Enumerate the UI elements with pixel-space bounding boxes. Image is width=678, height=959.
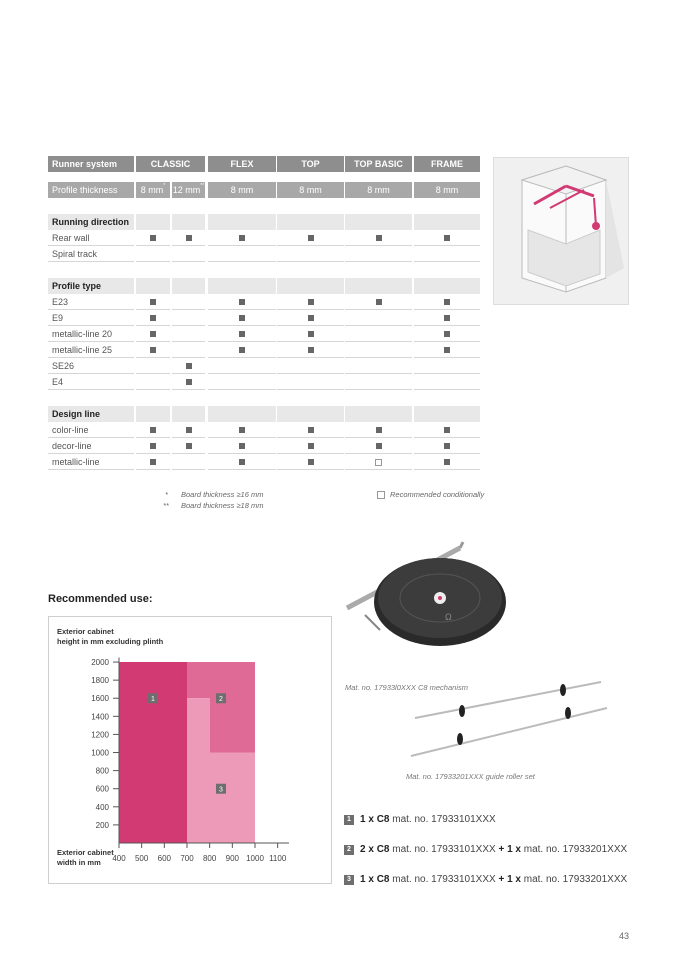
- thickness-value-2: 8 mm: [230, 185, 254, 195]
- region-label: 2: [219, 696, 223, 704]
- y-tick-label: 1200: [91, 730, 109, 740]
- x-tick-label: 800: [202, 854, 217, 863]
- option-mat-no: mat. no. 17933101XXX: [389, 844, 499, 855]
- available-marker-icon: [186, 235, 192, 241]
- region-label: 1: [151, 696, 155, 704]
- chart-ylabel-line2: height in mm excluding plinth: [57, 637, 164, 646]
- section-title: Running direction: [48, 214, 134, 230]
- option-product: C8: [376, 874, 390, 885]
- available-marker-icon: [150, 331, 156, 337]
- option-number-badge: 2: [344, 845, 354, 855]
- available-marker-icon: [150, 443, 156, 449]
- available-marker-icon: [444, 459, 450, 465]
- thickness-4: [345, 182, 412, 198]
- system-4: FRAME: [414, 156, 480, 172]
- page-number: 43: [619, 931, 630, 941]
- thickness-value-1: 12 mm: [172, 185, 201, 195]
- available-marker-icon: [239, 347, 245, 353]
- svg-text:Ω: Ω: [445, 612, 452, 622]
- option-2: [344, 843, 627, 857]
- system-0: CLASSIC: [136, 156, 205, 172]
- y-tick-label: 1800: [91, 676, 109, 686]
- available-marker-icon: [186, 379, 192, 385]
- row-label: Rear wall: [48, 230, 134, 246]
- row-label: decor-line: [48, 438, 134, 454]
- y-tick-label: 1400: [91, 712, 109, 722]
- row-label: SE26: [48, 358, 134, 374]
- x-tick-label: 700: [180, 854, 194, 863]
- runner-system-label: Runner system: [48, 156, 134, 172]
- profile-thickness-label: Profile thickness: [48, 182, 134, 198]
- thickness-value-3: 8 mm: [299, 185, 322, 195]
- available-marker-icon: [150, 299, 156, 305]
- option-quantity: 2 x: [360, 844, 374, 855]
- row-label: E23: [48, 294, 134, 310]
- thickness-footnote-mark: **: [200, 183, 205, 189]
- thickness-3: [277, 182, 344, 198]
- available-marker-icon: [186, 427, 192, 433]
- option-mat-no-2: mat. no. 17933201XXX: [520, 844, 628, 855]
- thickness-0: [136, 182, 170, 198]
- available-marker-icon: [150, 235, 156, 241]
- recommended-use-chart: [48, 616, 332, 884]
- option-3: [344, 873, 627, 887]
- thickness-value-5: 8 mm: [435, 185, 459, 195]
- conditional-marker-icon: [377, 491, 385, 499]
- thickness-value-0: 8 mm: [140, 185, 164, 195]
- available-marker-icon: [308, 427, 314, 433]
- row-label: color-line: [48, 422, 134, 438]
- system-1: FLEX: [208, 156, 276, 172]
- thickness-2: [208, 182, 276, 198]
- option-plus: + 1 x: [498, 844, 521, 855]
- available-marker-icon: [444, 331, 450, 337]
- chart-xlabel-line2: width in mm: [57, 858, 101, 867]
- conditional-marker-icon: [375, 459, 382, 466]
- thickness-1: [172, 182, 205, 198]
- mechanism-caption: Mat. no. 17933l0XXX C8 mechanism: [345, 683, 468, 692]
- roller-caption: Mat. no. 17933201XXX guide roller set: [406, 772, 535, 781]
- option-1: [344, 813, 496, 827]
- available-marker-icon: [308, 315, 314, 321]
- y-tick-label: 200: [95, 820, 109, 830]
- available-marker-icon: [150, 315, 156, 321]
- x-tick-label: 400: [112, 854, 126, 863]
- y-tick-label: 1600: [91, 694, 109, 704]
- chart-ylabel-line1: Exterior cabinet: [57, 627, 114, 636]
- available-marker-icon: [376, 443, 382, 449]
- available-marker-icon: [239, 299, 245, 305]
- row-label: E4: [48, 374, 134, 390]
- x-tick-label: 500: [134, 854, 149, 863]
- option-number-badge: 1: [344, 815, 354, 825]
- available-marker-icon: [239, 459, 245, 465]
- row-label: Spiral track: [48, 246, 134, 262]
- available-marker-icon: [150, 347, 156, 353]
- available-marker-icon: [239, 427, 245, 433]
- system-2: TOP: [277, 156, 344, 172]
- option-quantity: 1 x: [360, 874, 374, 885]
- available-marker-icon: [186, 443, 192, 449]
- available-marker-icon: [308, 235, 314, 241]
- y-tick-label: 800: [95, 766, 109, 776]
- available-marker-icon: [444, 315, 450, 321]
- available-marker-icon: [239, 235, 245, 241]
- chart-plot: [49, 617, 331, 883]
- available-marker-icon: [308, 299, 314, 305]
- available-marker-icon: [444, 443, 450, 449]
- available-marker-icon: [150, 427, 156, 433]
- x-tick-label: 1100: [269, 854, 287, 863]
- y-tick-label: 400: [95, 802, 109, 812]
- available-marker-icon: [376, 427, 382, 433]
- row-label: metallic-line 25: [48, 342, 134, 358]
- section-title: Profile type: [48, 278, 134, 294]
- available-marker-icon: [444, 347, 450, 353]
- available-marker-icon: [376, 299, 382, 305]
- thickness-footnote-mark: *: [163, 183, 166, 189]
- available-marker-icon: [308, 459, 314, 465]
- region-label: 3: [219, 786, 223, 794]
- row-label: metallic-line: [48, 454, 134, 470]
- x-tick-label: 1000: [246, 854, 264, 863]
- row-label: metallic-line 20: [48, 326, 134, 342]
- cabinet-illustration: [493, 157, 629, 305]
- available-marker-icon: [444, 427, 450, 433]
- system-3: TOP BASIC: [345, 156, 412, 172]
- footnote-conditional: Recommended conditionally: [390, 490, 485, 499]
- available-marker-icon: [308, 347, 314, 353]
- option-number-badge: 3: [344, 875, 354, 885]
- option-quantity: 1 x: [360, 814, 374, 825]
- available-marker-icon: [308, 443, 314, 449]
- chart-xlabel-line1: Exterior cabinet: [57, 848, 114, 857]
- option-mat-no: mat. no. 17933101XXX: [389, 814, 496, 825]
- available-marker-icon: [186, 363, 192, 369]
- footnote-star1: Board thickness ≥16 mm: [181, 490, 264, 499]
- available-marker-icon: [308, 331, 314, 337]
- guide-roller-image: [405, 680, 610, 762]
- option-product: C8: [376, 844, 390, 855]
- available-marker-icon: [376, 235, 382, 241]
- thickness-5: [414, 182, 480, 198]
- option-mat-no-2: mat. no. 17933201XXX: [520, 874, 628, 885]
- row-label: E9: [48, 310, 134, 326]
- option-plus: + 1 x: [498, 874, 521, 885]
- available-marker-icon: [239, 331, 245, 337]
- section-title: Design line: [48, 406, 134, 422]
- y-tick-label: 1000: [91, 748, 109, 758]
- option-mat-no: mat. no. 17933101XXX: [389, 874, 499, 885]
- region-1: [119, 662, 187, 843]
- x-tick-label: 600: [157, 854, 172, 863]
- available-marker-icon: [444, 299, 450, 305]
- option-product: C8: [376, 814, 390, 825]
- available-marker-icon: [444, 235, 450, 241]
- footnote-star2: Board thickness ≥18 mm: [181, 501, 264, 510]
- recommended-use-title: Recommended use:: [48, 593, 153, 605]
- thickness-value-4: 8 mm: [367, 185, 390, 195]
- c8-mechanism-image: [345, 540, 515, 652]
- footnote-star1-symbol: *: [165, 490, 168, 499]
- available-marker-icon: [150, 459, 156, 465]
- y-tick-label: 2000: [91, 658, 109, 668]
- footnote-star2-symbol: **: [163, 501, 169, 510]
- y-tick-label: 600: [95, 784, 109, 794]
- x-tick-label: 900: [225, 854, 240, 863]
- available-marker-icon: [239, 443, 245, 449]
- available-marker-icon: [239, 315, 245, 321]
